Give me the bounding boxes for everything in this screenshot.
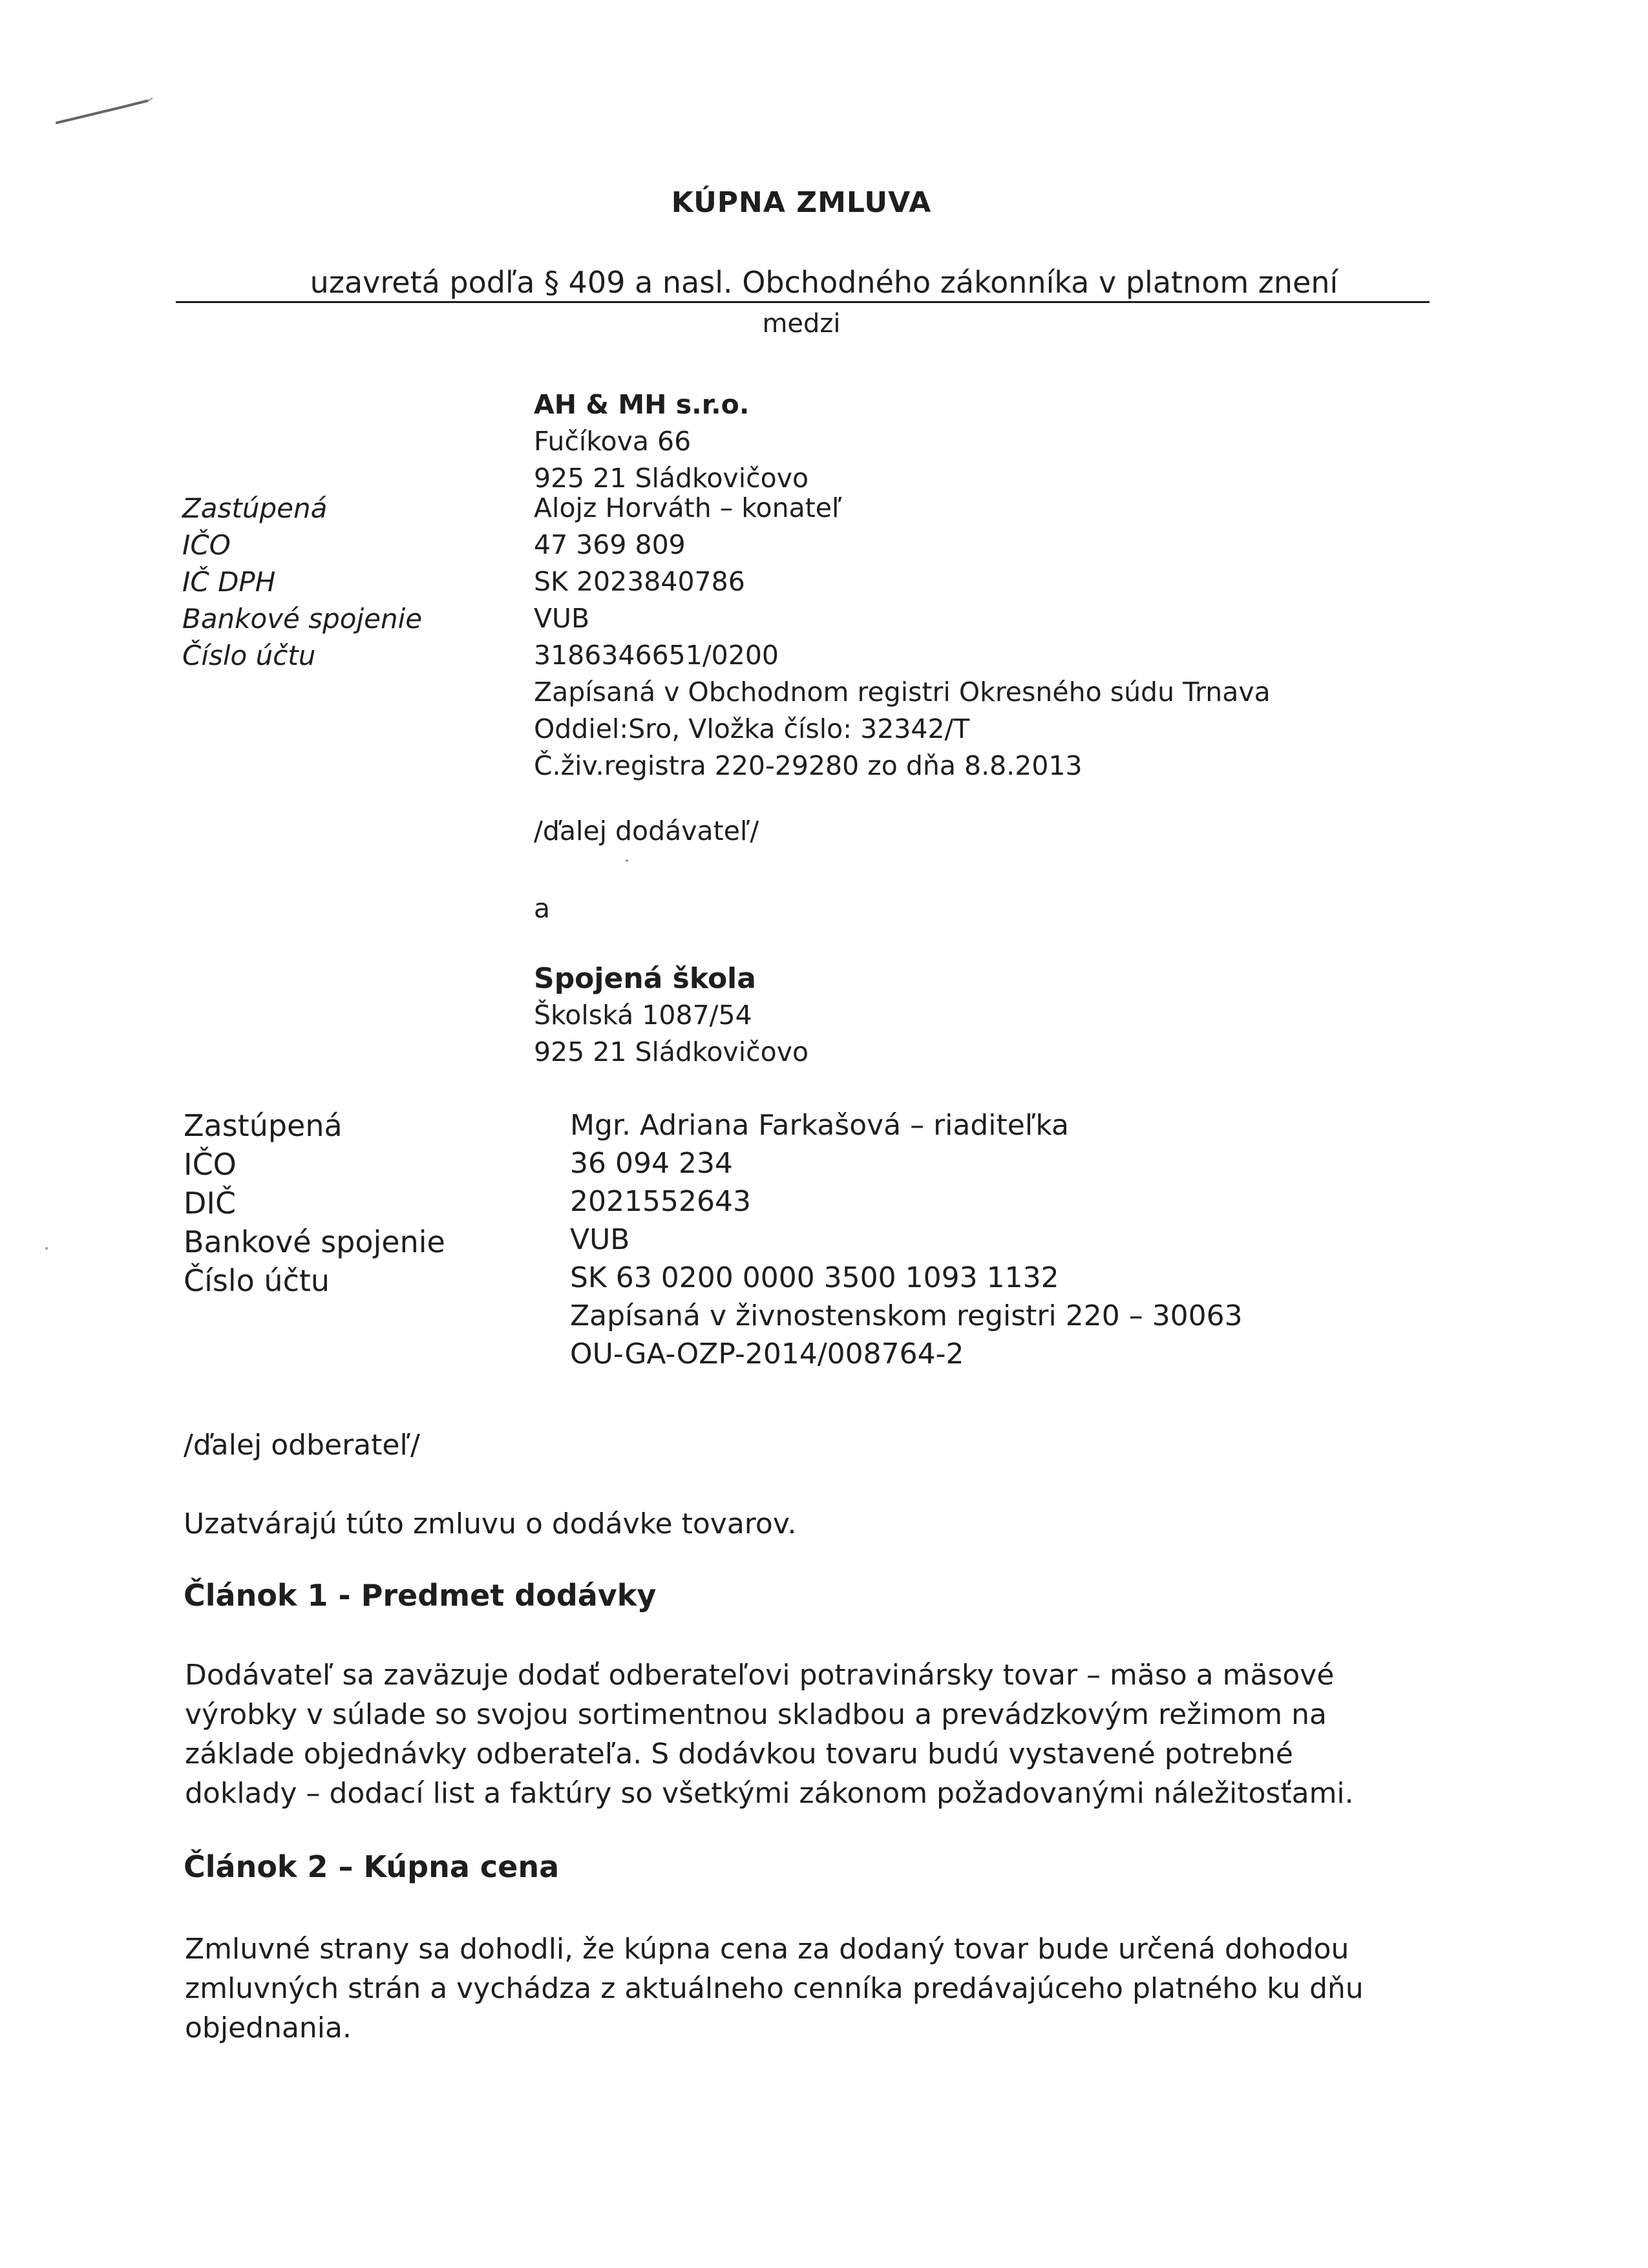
supplier-labels: [182, 490, 422, 674]
intro-text: Uzatvárajú túto zmluvu o dodávke tovarov.: [184, 1507, 797, 1540]
customer-values: [570, 1106, 1243, 1373]
article-1-line: Dodávateľ sa zaväzuje dodať odberateľovi potravinársky tovar – mäso a mäsové: [185, 1659, 1335, 1692]
article-1-line: doklady – dodací list a faktúry so všetkými zákonom požadovanými náležitosťami.: [185, 1777, 1354, 1810]
article-1-body: [185, 1655, 1400, 1813]
supplier-label-ico: IČO: [182, 529, 231, 561]
customer-bank: VUB: [570, 1223, 630, 1256]
article-2-body: [185, 1929, 1400, 2048]
article-1-line: základe objednávky odberateľa. S dodávkou tovaru budú vystavené potrebné: [185, 1738, 1293, 1770]
customer-street: Školská 1087/54: [534, 1000, 752, 1031]
customer-label-ico: IČO: [184, 1147, 237, 1182]
supplier-bank: VUB: [534, 603, 590, 634]
supplier-alias: /ďalej dodávateľ/: [534, 815, 759, 846]
supplier-representative: Alojz Horváth – konateľ: [534, 492, 842, 523]
supplier-header: [534, 386, 808, 497]
supplier-account: 3186346651/0200: [534, 640, 779, 671]
subtitle-underline: [176, 301, 1430, 303]
conjunction-text: a: [534, 893, 551, 924]
supplier-icdph: SK 2023840786: [534, 566, 745, 597]
supplier-label-account: Číslo účtu: [182, 640, 316, 671]
customer-header: [534, 960, 808, 1071]
supplier-trade-register: Č.živ.registra 220-29280 zo dňa 8.8.2013: [534, 750, 1083, 781]
customer-ico: 36 094 234: [570, 1147, 733, 1180]
supplier-label-bank: Bankové spojenie: [182, 603, 423, 635]
article-2-line: Zmluvné strany sa dohodli, že kúpna cena za dodaný tovar bude určená dohodou: [185, 1933, 1349, 1966]
article-2-line: objednania.: [185, 2011, 352, 2044]
customer-label-bank: Bankové spojenie: [184, 1224, 445, 1259]
customer-city: 925 21 Sládkovičovo: [534, 1036, 809, 1067]
pen-stroke-mark: [50, 96, 160, 134]
customer-register: Zapísaná v živnostenskom registri 220 – 30063: [570, 1299, 1243, 1332]
customer-representative: Mgr. Adriana Farkašová – riaditeľka: [570, 1109, 1070, 1142]
article-1-line: výrobky v súlade so svojou sortimentnou skladbou a prevádzkovým režimom na: [185, 1698, 1327, 1731]
customer-dic: 2021552643: [570, 1185, 751, 1218]
customer-label-dic: DIČ: [184, 1186, 237, 1221]
supplier-city: 925 21 Sládkovičovo: [534, 463, 809, 494]
supplier-name: AH & MH s.r.o.: [534, 389, 750, 420]
supplier-street: Fučíkova 66: [534, 426, 692, 457]
article-2-line: zmluvných strán a vychádza z aktuálneho cenníka predávajúceho platného ku dňu: [185, 1972, 1364, 2005]
supplier-ico: 47 369 809: [534, 529, 686, 560]
customer-labels: [184, 1106, 445, 1300]
customer-alias: /ďalej odberateľ/: [184, 1429, 420, 1462]
customer-label-represented: Zastúpená: [184, 1108, 343, 1143]
customer-register-number: OU-GA-OZP-2014/008764-2: [570, 1338, 964, 1370]
customer-account: SK 63 0200 0000 3500 1093 1132: [570, 1261, 1059, 1294]
supplier-label-icdph: IČ DPH: [182, 566, 276, 598]
supplier-values: [534, 490, 1271, 784]
customer-name: Spojená škola: [534, 962, 756, 995]
document-subtitle: uzavretá podľa § 409 a nasl. Obchodného zákonníka v platnom znení: [310, 265, 1338, 300]
document-title: KÚPNA ZMLUVA: [671, 186, 932, 219]
between-text: medzi: [762, 309, 841, 339]
supplier-register: Zapísaná v Obchodnom registri Okresného súdu Trnava: [534, 677, 1271, 708]
supplier-section: Oddiel:Sro, Vložka číslo: 32342/T: [534, 713, 970, 744]
article-2-heading: Článok 2 – Kúpna cena: [184, 1849, 560, 1884]
supplier-label-represented: Zastúpená: [182, 492, 328, 524]
scan-speck: [45, 1247, 48, 1250]
scan-speck: [626, 859, 628, 862]
article-1-heading: Článok 1 - Predmet dodávky: [184, 1578, 657, 1613]
customer-label-account: Číslo účtu: [184, 1263, 330, 1298]
